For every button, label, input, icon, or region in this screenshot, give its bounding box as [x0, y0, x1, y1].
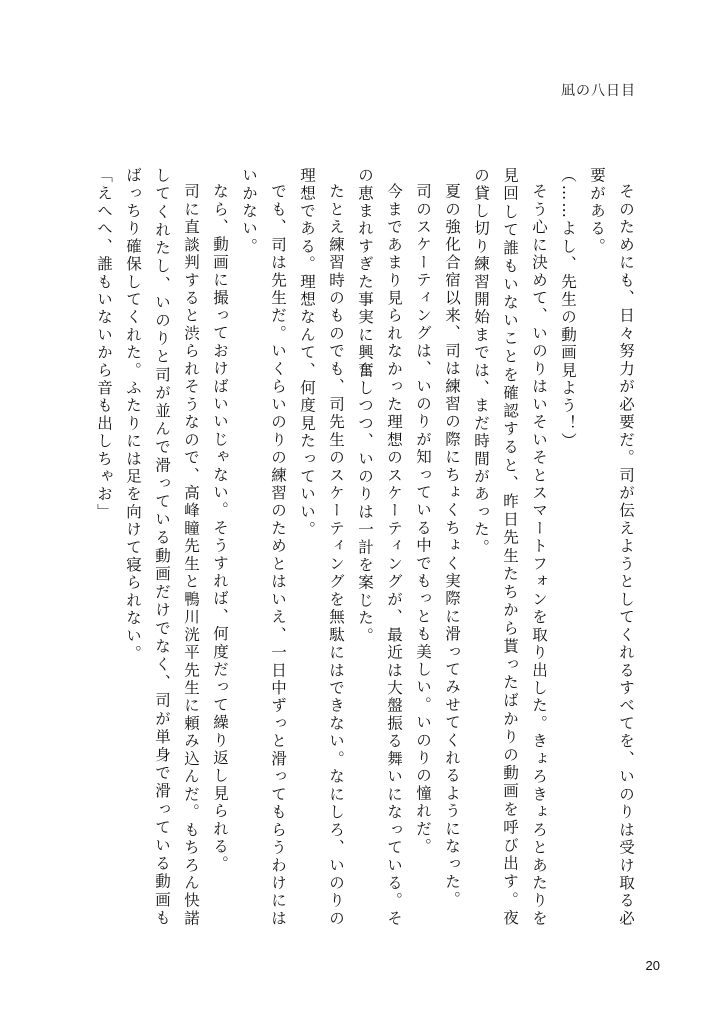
page-number: 20: [645, 958, 660, 973]
paragraph: （……よし、先生の動画見よう！）: [559, 167, 577, 451]
paragraph: たとえ練習時のものでも、司先生のスケーティングを無駄にはできない。なにしろ、いのりの理想である。理想なんて、何度見たっていい。: [298, 167, 345, 927]
running-head: 凪の八日目: [561, 83, 636, 99]
paragraph: 今まであまり見られなかった理想のスケーティングが、最近は大盤振る舞いになっている。その恵まれすぎた事実に興奮しつつ、いのりは一計を案じた。: [356, 167, 403, 927]
body-text: [80, 167, 640, 927]
paragraph: そう心に決めて、いのりはいそいそとスマートフォンを取り出した。きょろきょろとあたりを見回して誰もいないことを確認すると、昨日先生たちから貰ったばかりの動画を呼び出す。夜の貸し切り練習開始までは、まだ時間があった。: [472, 167, 548, 927]
paragraph: 司に直談判すると渋られそうなので、高峰瞳先生と鴨川洸平先生に頼み込んだ。もちろん快諾してくれたし、いのりと司が並んで滑っている動画だけでなく、司が単身で滑っている動画もばっちり確保してくれた。ふたりには足を向けて寝られない。: [124, 167, 200, 927]
paragraph: なら、動画に撮っておけばいいじゃない。そうすれば、何度だって繰り返し見られる。: [211, 182, 229, 873]
paragraph: そのためにも、日々努力が必要だ。司が伝えようとしてくれるすべてを、いのりは受け取る必要がある。: [588, 167, 635, 927]
paragraph: でも、司は先生だ。いくらいのりの練習のためとはいえ、一日中ずっと滑ってもらうわけにはいかない。: [240, 167, 287, 927]
paragraph: 司のスケーティングは、いのりが知っている中でもっとも美しい。いのりの憧れだ。: [414, 182, 432, 856]
paragraph: 夏の強化合宿以来、司は練習の際にちょくちょく実際に滑ってみせてくれるようになった。: [443, 182, 461, 909]
paragraph: 「えへへ、誰もいないから音も出しちゃお」: [95, 167, 113, 521]
